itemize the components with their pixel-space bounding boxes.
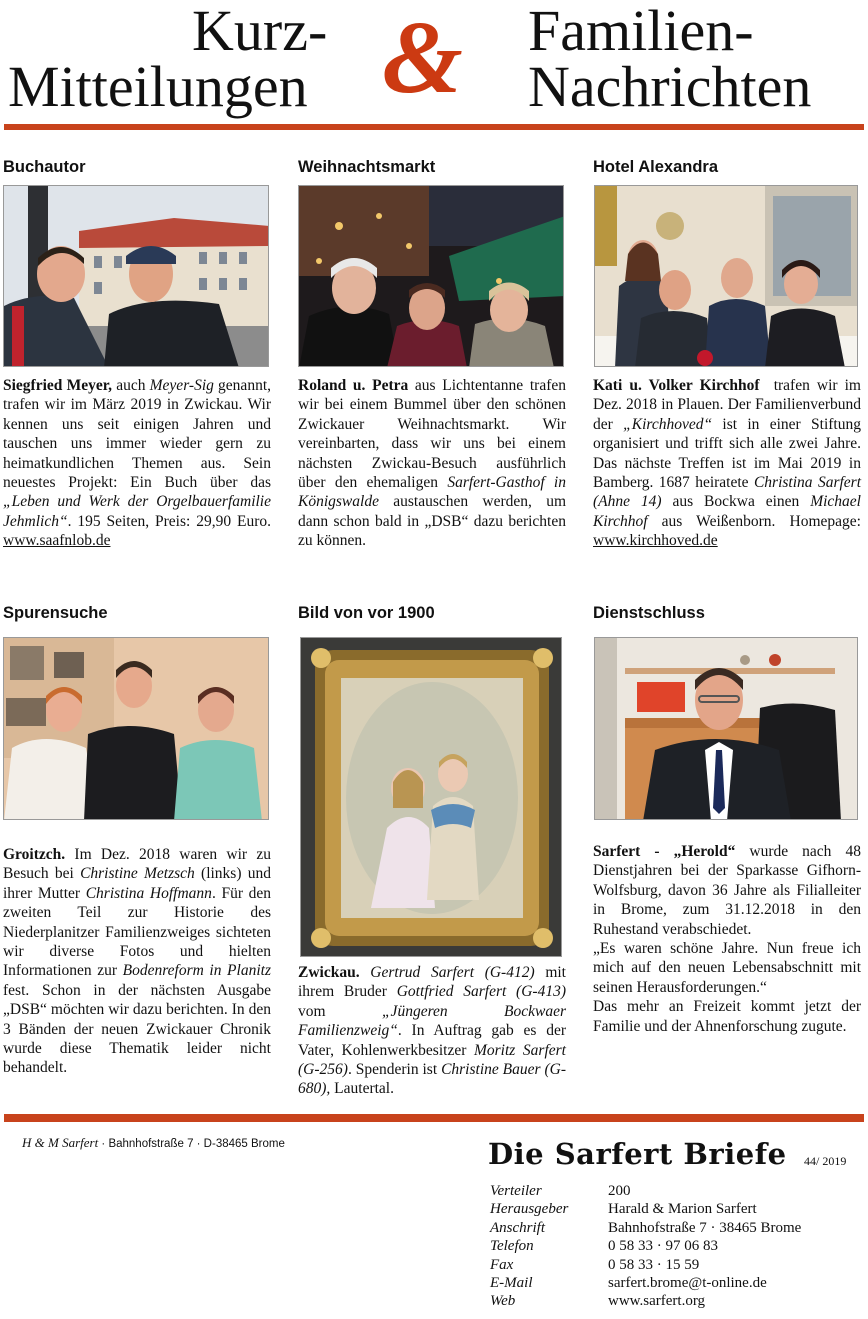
masthead xyxy=(0,0,868,122)
text-italic: Bodenreform in Planitz xyxy=(122,962,271,980)
imprint-row xyxy=(490,1237,801,1255)
text-run: mit ihrem Bruder xyxy=(298,964,566,1001)
article-buchautor xyxy=(3,157,269,177)
text-run: trafen wir im Dez. 2018 in Plauen. Der Familienverbund der xyxy=(593,377,865,433)
photo-spurensuche xyxy=(3,637,269,820)
masthead-right-line1: Familien- xyxy=(528,0,754,63)
article-dienstschluss xyxy=(593,603,859,623)
imprint-value: 200 xyxy=(608,1183,631,1199)
article-heading: Dienstschluss xyxy=(593,604,705,622)
text-run: (links) und ihrer Mutter xyxy=(3,865,271,902)
text-italic: Michael Kirchhof xyxy=(593,493,861,530)
imprint-key: Anschrift xyxy=(490,1219,545,1236)
imprint-row xyxy=(490,1292,801,1310)
photo-bild-von-vor-1900 xyxy=(300,637,562,957)
imprint xyxy=(490,1182,801,1311)
masthead-left-line1: Kurz- xyxy=(192,0,328,63)
text-run: wurde nach 48 Dienstjahren bei der Sparkasse Gifhorn-Wolfsburg, davon 36 Jahre als Filialleiter in Brome, zum 31.12.2018 in den Ruhestand verabschiedet. xyxy=(593,843,861,938)
text-run: Im Dez. 2018 waren wir zu Besuch bei xyxy=(3,846,271,883)
text-run: . Für den zweiten Teil zur Historie des Niederplanitzer Familienzweiges sichteten wir diverse Fotos und hielten Informationen zur xyxy=(3,884,271,980)
photo-two-men-image xyxy=(4,186,269,367)
article-spurensuche xyxy=(3,603,269,623)
imprint-row xyxy=(490,1256,801,1274)
photo-framed-portrait-image xyxy=(301,638,562,957)
imprint-email[interactable]: sarfert.brome@t-online.de xyxy=(608,1275,767,1292)
lead-name: Siegfried Meyer, xyxy=(3,377,113,394)
article-text-dienstschluss xyxy=(593,842,861,1036)
text-run: Das mehr an Freizeit kommt jetzt der Familie und der Ahnenforschung zugute. xyxy=(593,998,861,1035)
text-italic: „Jüngeren Bockwaer Familienzweig“ xyxy=(298,1002,566,1040)
photo-weihnachtsmarkt xyxy=(298,185,564,367)
imprint-key: Telefon xyxy=(490,1238,534,1255)
text-run: auch xyxy=(112,377,150,394)
text-run: . Spenderin ist xyxy=(347,1061,442,1079)
text-italic: „Kirchhoved“ xyxy=(623,415,713,433)
imprint-key: E-Mail xyxy=(490,1275,533,1292)
footer-names: H & M Sarfert xyxy=(22,1135,99,1150)
lead-name: Groitzch. xyxy=(3,846,66,863)
bottom-divider xyxy=(4,1114,864,1122)
article-bild-von-vor-1900 xyxy=(298,603,564,623)
lead-name: Kati u. Volker Kirchhof xyxy=(593,377,760,394)
text-run: vom xyxy=(298,1002,382,1020)
article-heading: Bild von vor 1900 xyxy=(298,604,435,622)
imprint-key: Verteiler xyxy=(490,1183,542,1199)
imprint-value: 0 58 33 · 15 59 xyxy=(608,1256,700,1273)
text-italic: Christine Bauer (G-680), xyxy=(298,1061,566,1098)
text-run xyxy=(360,964,371,981)
footer-address xyxy=(22,1135,285,1151)
photo-night-market-image xyxy=(299,186,564,367)
article-text-weihnachtsmarkt xyxy=(298,376,566,551)
text-run: genannt, trafen wir im März 2019 in Zwickau. Wir kennen uns seit einigen Jahren und tauschen uns immer wieder gern zu heimatkundlichen Themen aus. Sein neuestes Projekt: Ein Buch über das xyxy=(3,377,271,492)
imprint-row xyxy=(490,1200,801,1218)
imprint-row xyxy=(490,1182,801,1200)
imprint-value: 0 58 33 · 97 06 83 xyxy=(608,1238,718,1255)
lead-name: Roland u. Petra xyxy=(298,377,409,394)
text-run: . 195 Seiten, Preis: 29,90 Euro. xyxy=(67,512,291,530)
article-text-spurensuche xyxy=(3,845,271,1078)
imprint-key: Fax xyxy=(490,1256,514,1273)
imprint-website[interactable]: www.sarfert.org xyxy=(608,1293,706,1310)
text-italic: Christina Hoffmann xyxy=(85,884,212,902)
article-text-hotel-alexandra xyxy=(593,376,865,551)
article-heading: Hotel Alexandra xyxy=(593,158,719,176)
text-italic: Moritz Sarfert (G-256) xyxy=(298,1041,566,1079)
photo-office-man-image xyxy=(595,638,858,820)
lead-name: Zwickau. xyxy=(298,964,360,981)
photo-dienstschluss xyxy=(594,637,858,820)
text-run: aus Weißenborn. Homepage: xyxy=(647,512,861,530)
photo-buchautor xyxy=(3,185,269,367)
publication-title: Die Sarfert Briefe xyxy=(488,1137,787,1171)
text-italic: Christine Metzsch xyxy=(80,865,195,883)
imprint-row xyxy=(490,1219,801,1237)
issue-number: 44/ 2019 xyxy=(804,1154,847,1168)
text-italic: „Leben und Werk der Orgelbauerfamilie Jehmlich“ xyxy=(3,493,271,530)
imprint-value: Harald & Marion Sarfert xyxy=(608,1201,757,1218)
photo-hotel-alexandra xyxy=(594,185,858,367)
text-run: . In Auftrag gab es der Vater, Kohlenwerkbesitzer xyxy=(298,1022,566,1059)
text-run: Lautertal. xyxy=(330,1080,394,1098)
masthead-ampersand: & xyxy=(382,0,463,115)
quote: „Es waren schöne Jahre. Nun freue ich mich auf den neuen Lebensabschnitt mit seinen Herausforderungen.“ xyxy=(593,940,861,996)
imprint-key: Web xyxy=(490,1293,516,1310)
text-italic: Gertrud Sarfert (G-412) xyxy=(370,964,535,981)
lead-name: Sarfert - „Herold“ xyxy=(593,843,736,860)
footer-sep: · xyxy=(98,1138,109,1150)
text-italic: Sarfert-Gasthof in Königswalde xyxy=(298,474,566,511)
article-heading: Weihnachtsmarkt xyxy=(298,158,436,176)
text-run: aus Lichtentanne trafen wir bei einem Bummel über den schönen Zwickauer Weihnachtsmarkt. Wir vereinbarten, dass wir uns bei einem nächsten Zwickau-Besuch ausführlich über den ehemaligen xyxy=(298,377,567,492)
imprint-row xyxy=(490,1274,801,1292)
masthead-left-line2: Mitteilungen xyxy=(8,54,308,119)
text-italic: Gottfried Sarfert (G-413) xyxy=(396,983,566,1001)
masthead-right-line2: Nachrichten xyxy=(528,54,812,119)
article-text-bild-von-vor-1900 xyxy=(298,963,566,1099)
article-hotel-alexandra xyxy=(593,157,859,177)
top-divider xyxy=(4,124,864,130)
text-run: austauschen werden, um dann schon bald in „DSB“ dazu berichten zu können. xyxy=(298,493,566,550)
photo-three-people-image xyxy=(4,638,269,820)
article-heading: Buchautor xyxy=(3,158,86,176)
link-kirchhoved[interactable]: www.kirchhoved.de xyxy=(593,532,718,550)
footer-street-city: Bahnhofstraße 7 · D-38465 Brome xyxy=(108,1138,285,1150)
text-run: fest. Schon in der nächsten Ausgabe „DSB“ möchten wir dazu berichten. In den 3 Bänden der neuen Zwickauer Chronik wurde diese Thematik leider nicht behandelt. xyxy=(3,981,271,1077)
text-italic: Christina Sarfert (Ahne 14) xyxy=(593,474,861,511)
imprint-key: Herausgeber xyxy=(490,1201,569,1218)
article-heading: Spurensuche xyxy=(3,604,108,622)
article-text-buchautor xyxy=(3,376,291,551)
text-italic: Meyer-Sig xyxy=(149,377,214,394)
imprint-value: Bahnhofstraße 7 · 38465 Brome xyxy=(608,1219,802,1236)
link-saafnlob[interactable]: www.saafnlob.de xyxy=(3,532,111,550)
photo-hotel-group-image xyxy=(595,186,858,367)
text-run: ist in einer Stiftung organisiert und trifft sich alle zwei Jahre. Das nächste Treffen ist im Mai 2019 in Bamberg. 1687 heiratete xyxy=(593,415,861,492)
article-weihnachtsmarkt xyxy=(298,157,564,177)
text-run: aus Bockwa einen xyxy=(661,493,811,511)
